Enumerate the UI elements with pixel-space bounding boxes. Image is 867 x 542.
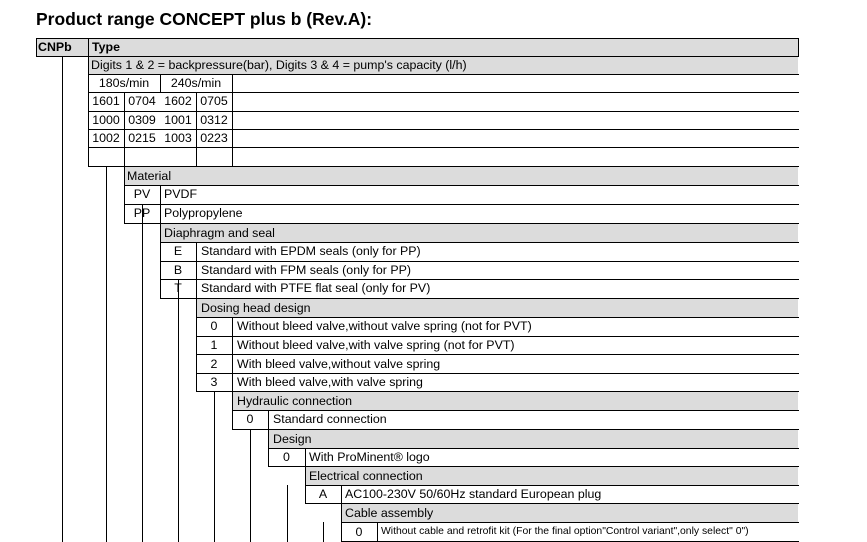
material-heading: Material bbox=[127, 169, 172, 183]
type-code-cell: 1000 bbox=[92, 113, 120, 127]
type-code-cell: 0705 bbox=[200, 94, 228, 108]
type-code-cell: 1002 bbox=[92, 131, 120, 145]
header-band bbox=[36, 38, 798, 56]
freq-240-label: 240s/min bbox=[170, 76, 222, 90]
option-label: Standard with EPDM seals (only for PP) bbox=[201, 244, 421, 258]
option-label: With ProMinent® logo bbox=[309, 450, 430, 464]
option-code: T bbox=[174, 281, 182, 295]
option-label: PVDF bbox=[164, 187, 198, 201]
freq-180-label: 180s/min bbox=[98, 76, 150, 90]
option-label: Standard with PTFE flat seal (only for PV) bbox=[201, 281, 431, 295]
type-code-cell: 0704 bbox=[128, 94, 156, 108]
header-code-cell: CNPb bbox=[38, 40, 72, 54]
option-code: 2 bbox=[210, 357, 218, 371]
option-label: Without cable and retrofit kit (For the final option"Control variant",only select" 0") bbox=[381, 526, 749, 537]
dosing-head-heading: Dosing head design bbox=[201, 301, 311, 315]
type-code-cell: 1601 bbox=[92, 94, 120, 108]
page-title: Product range CONCEPT plus b (Rev.A): bbox=[36, 9, 373, 29]
cable-heading: Cable assembly bbox=[345, 506, 434, 520]
type-code-cell: 0223 bbox=[200, 131, 228, 145]
type-code-cell: 1001 bbox=[164, 113, 192, 127]
header-type-cell: Type bbox=[92, 40, 120, 54]
option-label: Polypropylene bbox=[164, 206, 243, 220]
electrical-heading: Electrical connection bbox=[309, 469, 423, 483]
digits-note: Digits 1 & 2 = backpressure(bar), Digits 3 & 4 = pump's capacity (l/h) bbox=[91, 58, 467, 72]
option-label: Standard with FPM seals (only for PP) bbox=[201, 263, 412, 277]
option-code: PP bbox=[133, 206, 151, 220]
option-code: 0 bbox=[246, 412, 254, 426]
type-code-cell: 0312 bbox=[200, 113, 228, 127]
type-code-cell: 1602 bbox=[164, 94, 192, 108]
option-code: A bbox=[318, 487, 328, 501]
option-label: With bleed valve,with valve spring bbox=[237, 375, 423, 389]
option-label: AC100-230V 50/60Hz standard European plug bbox=[345, 487, 602, 501]
option-code: E bbox=[173, 244, 183, 258]
design-band bbox=[268, 430, 798, 448]
option-label: Without bleed valve,with valve spring (not for PVT) bbox=[237, 338, 515, 352]
option-code: 1 bbox=[210, 338, 218, 352]
type-code-cell: 0215 bbox=[128, 131, 156, 145]
option-code: 0 bbox=[283, 450, 290, 464]
material-band bbox=[124, 167, 798, 185]
option-code: PV bbox=[133, 187, 151, 201]
diaphragm-heading: Diaphragm and seal bbox=[164, 226, 275, 240]
hydraulic-heading: Hydraulic connection bbox=[237, 394, 353, 408]
option-label: With bleed valve,without valve spring bbox=[237, 357, 441, 371]
option-code: 0 bbox=[355, 525, 363, 539]
option-code: B bbox=[173, 263, 183, 277]
option-code: 0 bbox=[210, 319, 218, 333]
type-code-cell: 0309 bbox=[128, 113, 156, 127]
design-heading: Design bbox=[273, 432, 312, 446]
option-code: 3 bbox=[210, 375, 218, 389]
option-label: Without bleed valve,without valve spring (not for PVT) bbox=[237, 319, 532, 333]
type-code-cell: 1003 bbox=[164, 131, 192, 145]
option-label: Standard connection bbox=[273, 412, 387, 426]
